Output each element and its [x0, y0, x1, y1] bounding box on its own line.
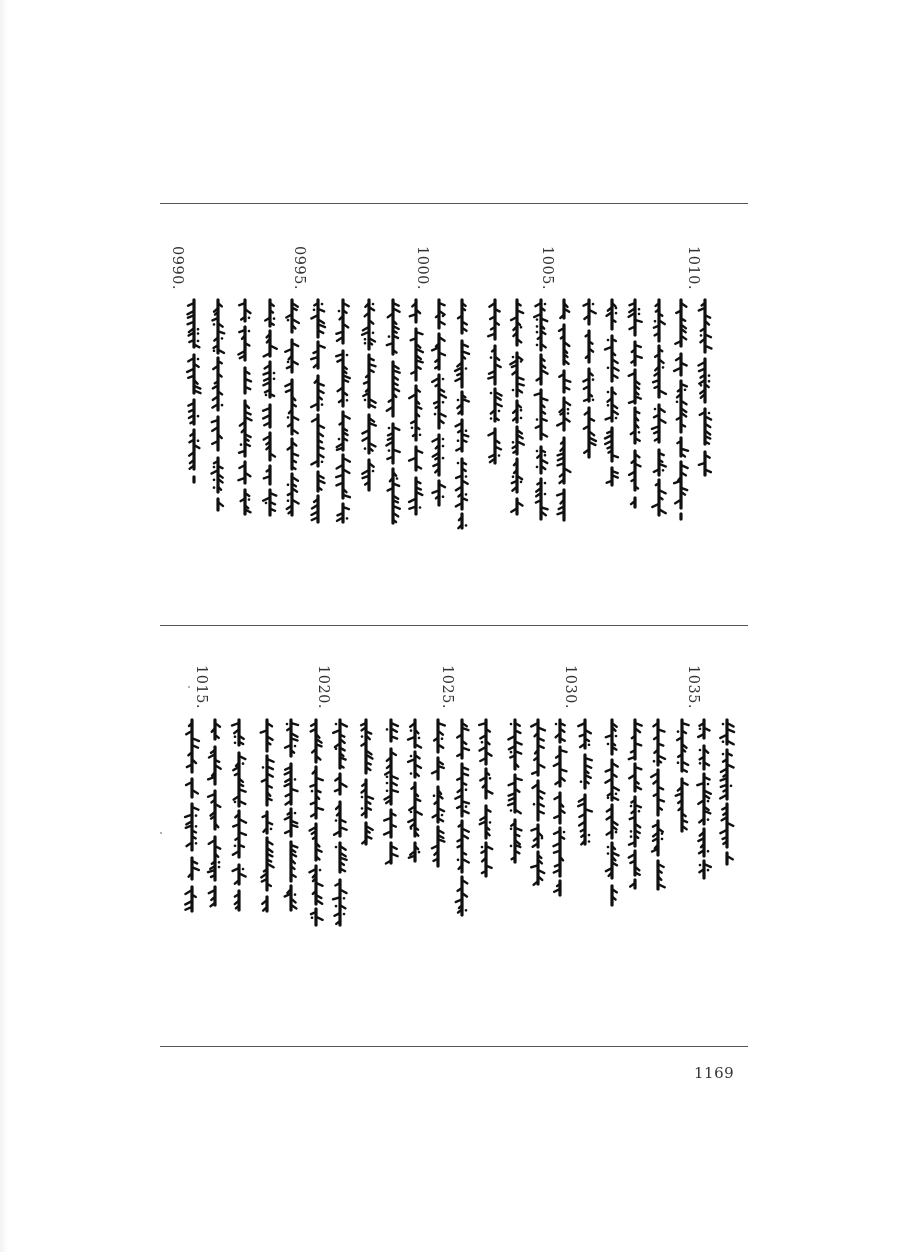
- script-line: [698, 300, 712, 475]
- script-line: [455, 300, 469, 528]
- script-line: [531, 720, 545, 884]
- middle-rule: [160, 625, 748, 626]
- script-line: [578, 720, 592, 845]
- script-line: [309, 720, 323, 925]
- script-line: [651, 720, 665, 895]
- verse-number: 1000.: [414, 246, 430, 291]
- script-line: [408, 720, 422, 861]
- script-line: [557, 300, 571, 525]
- script-line: [333, 720, 347, 925]
- script-line: [582, 300, 596, 457]
- verse-number: 1025.: [439, 665, 455, 710]
- script-line: [455, 720, 469, 915]
- script-line: [185, 720, 199, 911]
- script-line: [534, 300, 548, 530]
- page-gutter-shadow: [0, 0, 8, 1252]
- verse-number: 1005.: [539, 246, 555, 291]
- script-line: [211, 300, 225, 510]
- script-line: [720, 720, 734, 864]
- script-line: [605, 300, 619, 485]
- verse-number: 0990.: [169, 246, 185, 291]
- verse-number: 1020.: [315, 665, 331, 710]
- script-line: [628, 720, 642, 888]
- script-line: [284, 720, 298, 910]
- script-line: [311, 300, 325, 522]
- verse-number: 0995.: [291, 246, 307, 291]
- script-line: [208, 720, 222, 905]
- script-line: [362, 300, 376, 490]
- script-line: [431, 720, 445, 866]
- script-line: [359, 720, 373, 844]
- bottom-rule: [160, 1046, 748, 1047]
- verse-number: 1030.: [562, 665, 578, 710]
- script-line: [488, 300, 502, 463]
- script-line: [675, 720, 689, 832]
- script-line: [232, 720, 246, 910]
- script-line: [628, 300, 642, 507]
- verse-number: 1035.: [685, 665, 701, 710]
- page-number: 1169: [694, 1064, 735, 1082]
- print-speck: [188, 686, 190, 688]
- script-line: [479, 720, 493, 879]
- verse-number: 1015.: [193, 665, 209, 710]
- script-line: [285, 300, 299, 515]
- script-line: [508, 720, 522, 862]
- script-line: [386, 300, 400, 534]
- top-rule: [160, 203, 748, 204]
- script-line: [336, 300, 350, 522]
- script-line: [510, 300, 524, 514]
- script-line: [674, 300, 688, 519]
- script-line: [263, 300, 277, 515]
- script-line: [553, 720, 567, 895]
- script-line: [605, 720, 619, 905]
- script-line: [409, 300, 423, 514]
- script-line: [187, 300, 201, 482]
- script-line: [384, 720, 398, 863]
- script-line: [652, 300, 666, 515]
- script-line: [260, 720, 274, 911]
- script-line: [432, 300, 446, 514]
- verse-number: 1010.: [685, 246, 701, 291]
- print-speck: [160, 832, 162, 834]
- script-line: [697, 720, 711, 878]
- script-line: [238, 300, 252, 514]
